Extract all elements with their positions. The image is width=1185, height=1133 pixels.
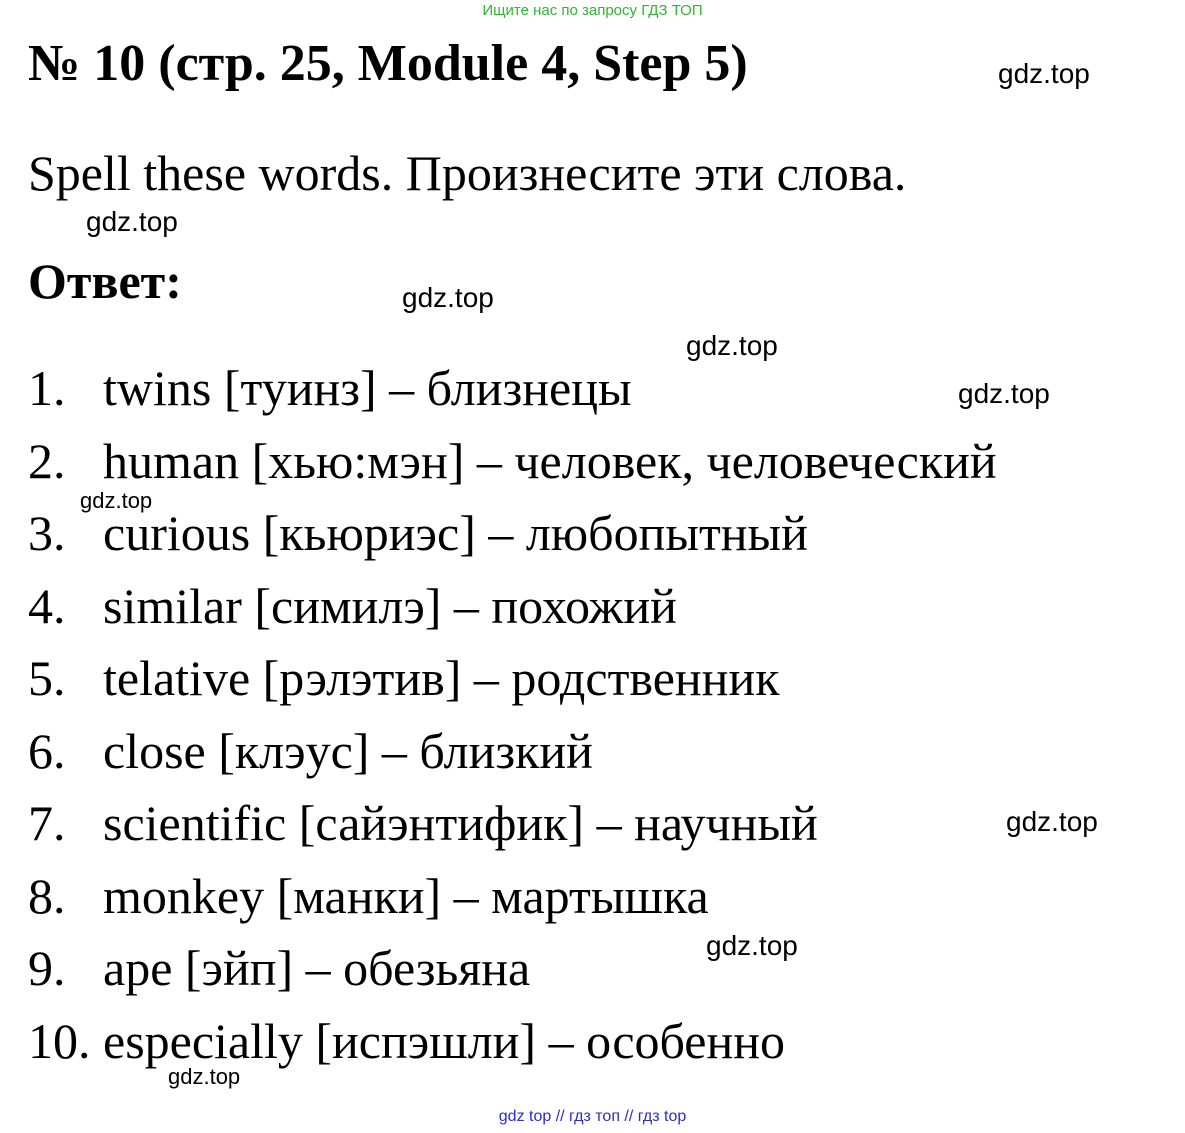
item-text: ape [эйп] – обезьяна bbox=[103, 940, 531, 996]
item-text: telative [рэлэтив] – родственник bbox=[103, 650, 780, 706]
item-number: 4. bbox=[28, 577, 66, 634]
item-number: 6. bbox=[28, 722, 66, 779]
item-text: twins [туинз] – близнецы bbox=[103, 360, 632, 416]
watermark: gdz.top bbox=[86, 206, 178, 237]
watermark: gdz.top bbox=[80, 488, 153, 513]
item-number: 2. bbox=[28, 432, 66, 489]
item-text: similar [симилэ] – похожий bbox=[103, 577, 677, 634]
item-number: 3. bbox=[28, 505, 66, 561]
answer-label: Ответ: bbox=[28, 253, 182, 309]
task-text: Spell these words. Произнесите эти слова. bbox=[28, 145, 907, 201]
item-text: monkey [манки] – мартышка bbox=[103, 867, 709, 924]
watermark: gdz.top bbox=[706, 930, 798, 961]
item-number: 8. bbox=[28, 867, 66, 924]
top-banner: Ищите нас по запросу ГДЗ ТОП bbox=[482, 2, 703, 19]
watermark: gdz.top bbox=[168, 1064, 241, 1089]
item-number: 9. bbox=[28, 940, 66, 996]
item-number: 1. bbox=[28, 360, 66, 416]
item-text: close [клэус] – близкий bbox=[103, 722, 593, 779]
item-text: scientific [сайэнтифик] – научный bbox=[103, 795, 818, 851]
watermark: gdz.top bbox=[402, 282, 494, 313]
item-number: 7. bbox=[28, 795, 66, 851]
watermark: gdz.top bbox=[1006, 806, 1098, 837]
exercise-heading: № 10 (стр. 25, Module 4, Step 5) bbox=[28, 35, 748, 92]
watermark: gdz.top bbox=[686, 330, 778, 361]
item-number: 5. bbox=[28, 650, 66, 706]
watermark: gdz.top bbox=[958, 378, 1050, 409]
item-text: curious [кьюриэс] – любопытный bbox=[103, 505, 808, 561]
item-number: 10. bbox=[28, 1012, 91, 1069]
watermark: gdz.top bbox=[998, 58, 1090, 89]
item-text: human [хью:мэн] – человек, человеческий bbox=[103, 432, 997, 489]
item-text: especially [испэшли] – особенно bbox=[103, 1012, 786, 1069]
footer-watermark: gdz top // гдз топ // гдз top bbox=[498, 1108, 687, 1125]
